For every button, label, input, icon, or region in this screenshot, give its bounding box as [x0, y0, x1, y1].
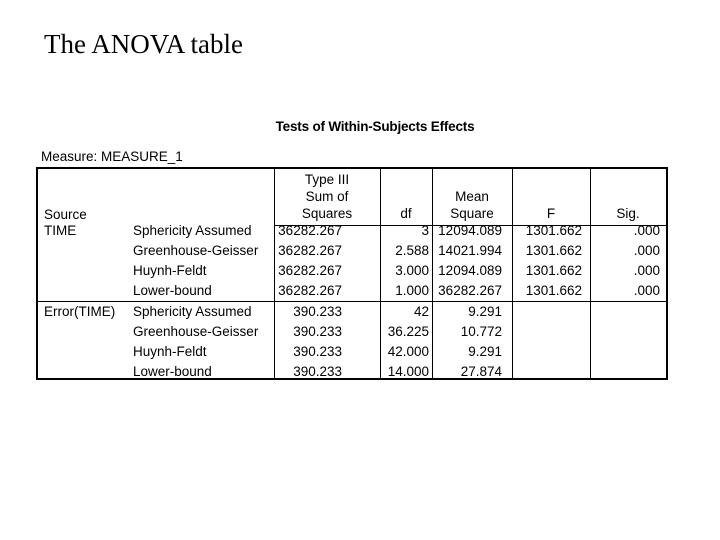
- source-label: TIME: [44, 223, 77, 238]
- df-value: 2.588: [395, 243, 429, 258]
- method-label: Huynh-Feldt: [133, 344, 207, 359]
- f-value: 1301.662: [525, 243, 582, 258]
- header-source: Source: [44, 207, 87, 222]
- ms-value: 10.772: [460, 324, 502, 339]
- header-sig: Sig.: [616, 206, 640, 221]
- df-value: 36.225: [387, 324, 429, 339]
- anova-table: [36, 167, 668, 380]
- header-ss-line1: Type III: [304, 172, 350, 187]
- ss-value: 36282.267: [278, 263, 342, 278]
- ss-value: 36282.267: [278, 243, 342, 258]
- header-ms-line1: Mean: [455, 189, 489, 204]
- source-label: Error(TIME): [44, 304, 116, 319]
- header-ms-line2: Square: [450, 206, 494, 221]
- sig-value: .000: [633, 263, 660, 278]
- header-df: df: [400, 206, 412, 221]
- header-ss-line3: Squares: [301, 206, 353, 221]
- group-divider: [38, 301, 666, 302]
- df-value: 3: [421, 223, 429, 238]
- ss-value: 36282.267: [278, 283, 342, 298]
- ms-value: 9.291: [468, 344, 502, 359]
- df-value: 1.000: [395, 283, 429, 298]
- ms-value: 27.874: [460, 364, 502, 379]
- f-value: 1301.662: [525, 263, 582, 278]
- ss-value: 390.233: [293, 344, 342, 359]
- ss-value: 390.233: [293, 364, 342, 379]
- ms-value: 14021.994: [438, 243, 502, 258]
- sig-value: .000: [633, 243, 660, 258]
- method-label: Greenhouse-Geisser: [133, 243, 259, 258]
- df-value: 42: [413, 304, 429, 319]
- table-title: Tests of Within-Subjects Effects: [275, 119, 475, 134]
- method-label: Huynh-Feldt: [133, 263, 207, 278]
- slide-title: The ANOVA table: [44, 29, 243, 59]
- header-f: F: [546, 206, 556, 221]
- f-value: 1301.662: [525, 223, 582, 238]
- header-ss-line2: Sum of: [305, 189, 349, 204]
- ms-value: 9.291: [468, 304, 502, 319]
- ms-value: 12094.089: [438, 263, 502, 278]
- f-value: 1301.662: [525, 283, 582, 298]
- method-label: Sphericity Assumed: [133, 304, 252, 319]
- method-label: Lower-bound: [133, 283, 212, 298]
- ms-value: 36282.267: [438, 283, 502, 298]
- df-value: 3.000: [395, 263, 429, 278]
- sig-value: .000: [633, 223, 660, 238]
- method-label: Greenhouse-Geisser: [133, 324, 259, 339]
- method-label: Sphericity Assumed: [133, 223, 252, 238]
- ss-value: 36282.267: [278, 223, 342, 238]
- method-label: Lower-bound: [133, 364, 212, 379]
- ms-value: 12094.089: [438, 223, 502, 238]
- sig-value: .000: [633, 283, 660, 298]
- ss-value: 390.233: [293, 304, 342, 319]
- df-value: 42.000: [387, 344, 429, 359]
- df-value: 14.000: [387, 364, 429, 379]
- ss-value: 390.233: [293, 324, 342, 339]
- measure-label: Measure: MEASURE_1: [41, 149, 183, 164]
